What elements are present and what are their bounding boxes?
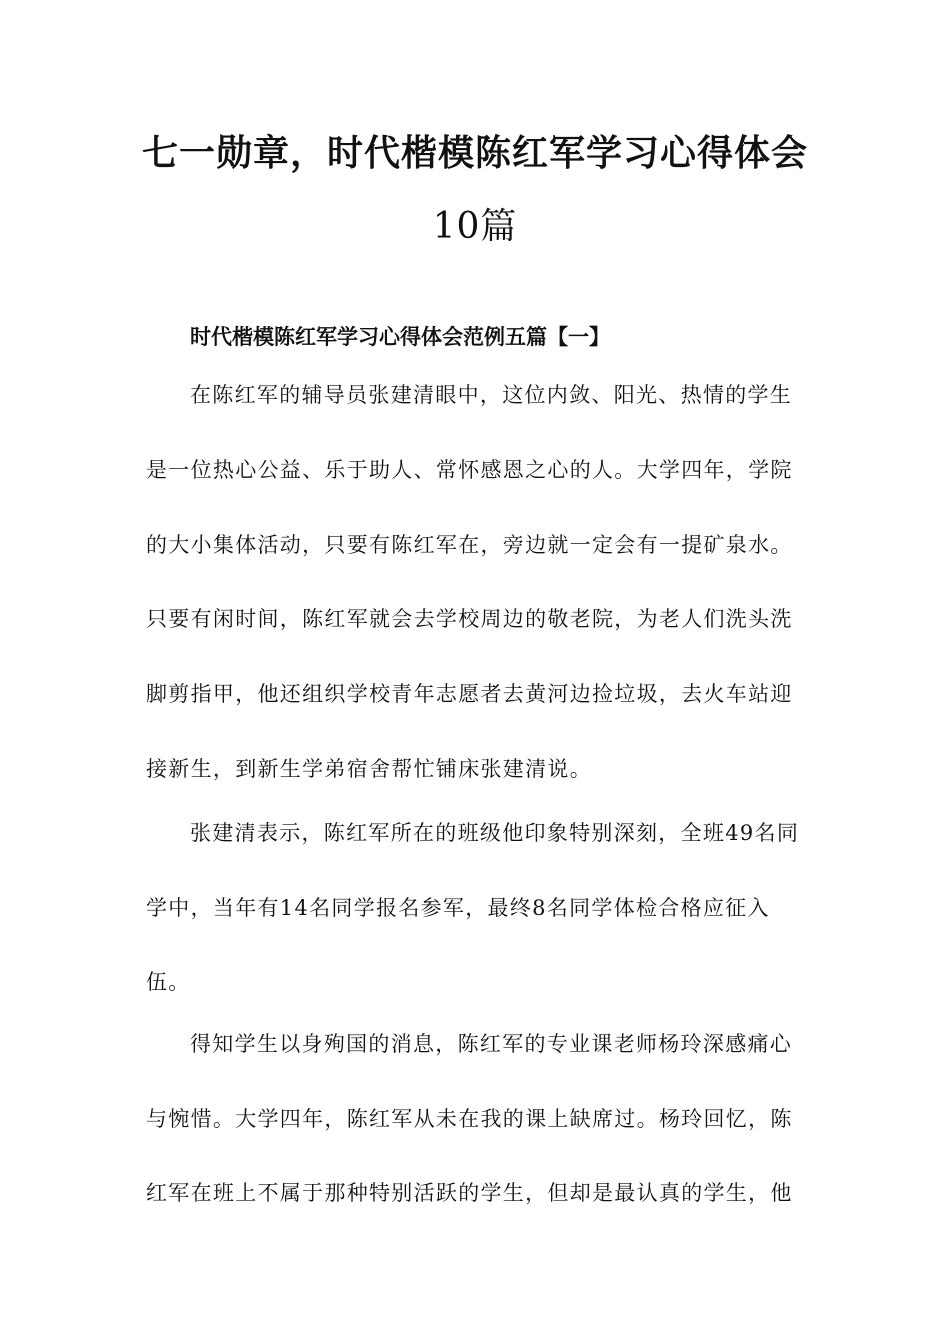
- paragraph-line: 只要有闲时间，陈红军就会去学校周边的敬老院，为老人们洗头洗: [146, 607, 793, 631]
- paragraph-line: 伍。: [146, 970, 191, 994]
- paragraph-line: 张建清表示，陈红军所在的班级他印象特别深刻，全班49名同: [190, 821, 800, 845]
- document-title-line-1: 七一勋章，时代楷模陈红军学习心得体会: [141, 133, 808, 174]
- paragraph-line: 在陈红军的辅导员张建清眼中，这位内敛、阳光、热情的学生: [190, 383, 793, 407]
- paragraph-line: 与惋惜。大学四年，陈红军从未在我的课上缺席过。杨玲回忆，陈: [146, 1107, 793, 1131]
- paragraph-line: 脚剪指甲，他还组织学校青年志愿者去黄河边捡垃圾，去火车站迎: [146, 682, 793, 706]
- paragraph-line: 是一位热心公益、乐于助人、常怀感恩之心的人。大学四年，学院: [146, 458, 793, 482]
- paragraph-line: 接新生，到新生学弟宿舍帮忙铺床张建清说。: [146, 757, 592, 781]
- document-title-line-2: 10篇: [432, 206, 518, 247]
- paragraph-line: 得知学生以身殉国的消息，陈红军的专业课老师杨玲深感痛心: [190, 1032, 793, 1056]
- paragraph-line: 红军在班上不属于那种特别活跃的学生，但却是最认真的学生，他: [146, 1181, 793, 1205]
- paragraph-line: 的大小集体活动，只要有陈红军在，旁边就一定会有一提矿泉水。: [146, 533, 793, 557]
- paragraph-line: 学中，当年有14名同学报名参军，最终8名同学体检合格应征入: [146, 896, 770, 920]
- section-heading: 时代楷模陈红军学习心得体会范例五篇【一】: [190, 325, 610, 349]
